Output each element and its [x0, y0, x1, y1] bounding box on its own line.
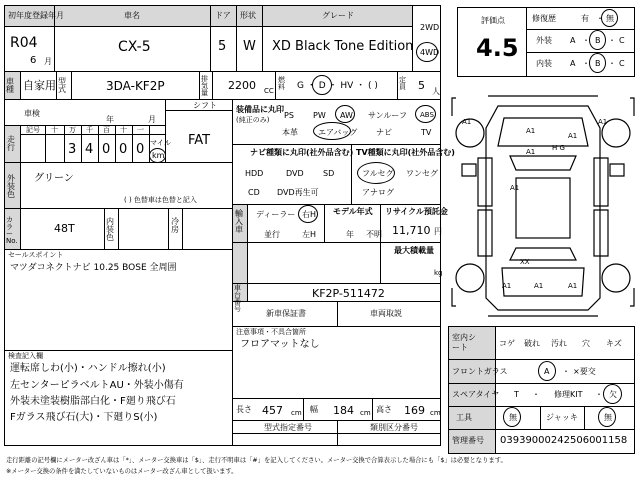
- mark-hg-windshield: H G: [552, 144, 565, 152]
- tv-fullseg-circle: [357, 162, 395, 184]
- exterior-value: グリーン: [34, 173, 74, 184]
- mark-a1-rear-center: A1: [534, 282, 544, 290]
- seat-tear: 破れ: [524, 339, 540, 348]
- digit-3: 0: [102, 142, 111, 157]
- h-recycle: リサイクル預託金: [385, 207, 448, 216]
- h-spare-tire: スペアタイヤ: [452, 390, 500, 399]
- h-mgmt-no: 管理番号: [452, 436, 484, 445]
- inspection-year: 年: [106, 115, 114, 124]
- digit-2: 4: [85, 142, 94, 157]
- mark-xx-rear: XX: [520, 258, 530, 266]
- mark-a1-rear-right: A1: [568, 282, 578, 290]
- inspector-line-4: Fガラス飛び石(大)・下廻りS(小): [10, 412, 158, 423]
- car-type: 自家用: [23, 79, 56, 92]
- mgmt-no-value: 03939000242506001158: [500, 435, 628, 446]
- notes-text: フロアマットなし: [240, 339, 320, 350]
- spare-kit: 修理KIT: [554, 390, 583, 399]
- sale-point-text: マツダコネクトナビ 10.25 BOSE 全周囲: [10, 263, 177, 273]
- spare-missing: 欠: [609, 390, 617, 399]
- equip-airbag-circle: [313, 122, 351, 140]
- h-tools: 工具: [456, 413, 472, 422]
- h-int-grade: 内装: [536, 59, 552, 68]
- reg-month: 6: [30, 55, 37, 66]
- h-score: 評価点: [481, 16, 505, 25]
- spare-dot1: ・: [532, 390, 540, 399]
- model-year-unit: 年: [346, 230, 354, 239]
- h-length: 長さ: [236, 405, 252, 414]
- int-b: B: [595, 59, 601, 68]
- fuel-diesel-circle: [312, 75, 332, 95]
- width-unit: cm: [360, 409, 371, 417]
- glass-a: A: [544, 367, 550, 376]
- int-a: A: [570, 59, 576, 68]
- digit-h-5: 十: [120, 126, 127, 134]
- h-first-reg: 初年度登録年月: [8, 11, 64, 20]
- h-shift: シフト: [193, 101, 217, 110]
- h-tv: TV種類に丸印(社外品含む): [356, 148, 455, 157]
- equip-leather: 本革: [282, 128, 298, 137]
- tools-value: 無: [509, 413, 517, 422]
- h-color-no: カラー No.: [6, 216, 18, 245]
- height-value: 169: [404, 404, 425, 417]
- h-repair: 修復歴: [532, 14, 556, 23]
- repair-no-circle: [601, 9, 618, 27]
- unit-km: km: [152, 151, 165, 160]
- score-value: 4.5: [476, 34, 519, 62]
- equip-tv: TV: [421, 128, 432, 137]
- h-navi: ナビ種類に丸印(社外品含む): [250, 148, 354, 157]
- h-equipment-sub: (純正のみ): [236, 116, 270, 124]
- navi-sd: SD: [323, 169, 335, 178]
- inspector-line-2: 左センターピラベルトAU・外装小傷有: [10, 380, 184, 391]
- h-front-glass: フロントガラス: [452, 367, 508, 376]
- digit-1: 3: [68, 142, 77, 157]
- h-ext-grade: 外装: [536, 36, 552, 45]
- digit-4: 0: [119, 142, 128, 157]
- h-new-warranty: 新車保証書: [266, 309, 306, 318]
- displacement: 2200: [228, 79, 256, 92]
- seat-hole: 穴: [582, 339, 590, 348]
- h-shape: 形状: [240, 11, 256, 20]
- width-value: 184: [333, 404, 354, 417]
- mark-a1-rear-left: A1: [502, 282, 512, 290]
- doors-value: 5: [218, 39, 227, 54]
- ext-b-circle: [589, 30, 606, 50]
- int-b-circle: [589, 53, 606, 73]
- inspection-month: 月: [148, 115, 156, 124]
- jack-value: 無: [604, 413, 612, 422]
- equip-navi: ナビ: [376, 128, 392, 137]
- exterior-note: ( ) 色替車は色替と記入: [124, 196, 197, 204]
- h-grade: グレード: [322, 11, 354, 20]
- digit-h-4: 百: [103, 126, 110, 134]
- glass-replace: ×要交: [573, 367, 596, 376]
- h-max-load: 最大積載量: [394, 246, 434, 255]
- drive-2wd: 2WD: [420, 23, 440, 32]
- h-exterior: 外装色: [7, 174, 15, 199]
- fuel-options: G ・ D ・ HV ・ ( ): [297, 81, 378, 91]
- h-inspector: 検査記入欄: [8, 352, 43, 360]
- katashiki: 3DA-KF2P: [106, 79, 165, 93]
- unit-mile: マイル: [150, 139, 171, 147]
- int-dot2: ・: [608, 59, 616, 68]
- h-mileage: 走行: [7, 135, 15, 152]
- equip-abs-circle: [415, 105, 436, 123]
- h-import: 輸入車: [235, 209, 243, 234]
- tv-analog: アナログ: [362, 188, 394, 197]
- navi-hdd: HDD: [245, 169, 264, 178]
- mark-a1-front-left: A1: [462, 118, 472, 126]
- length-unit: cm: [291, 409, 302, 417]
- equip-abs: ABS: [420, 111, 434, 119]
- mark-a1-left-door: A1: [510, 184, 520, 192]
- drive-4wd: 4WD: [420, 48, 440, 57]
- equip-pw: PW: [313, 111, 326, 120]
- h-width: 幅: [310, 405, 318, 414]
- h-katashiki: 型式: [58, 77, 66, 94]
- h-sale-point: セールスポイント: [8, 251, 64, 259]
- h-chassis: 車台番号: [234, 284, 241, 313]
- digit-h-2: 万: [69, 126, 76, 134]
- import-dealer: ディーラー: [256, 210, 296, 219]
- repair-dot: ・: [596, 14, 604, 23]
- tools-none-circle: [503, 407, 521, 427]
- shift-value: FAT: [188, 133, 211, 148]
- h-interior-seat: 室内シート: [452, 333, 476, 353]
- repair-yes: 有: [581, 14, 589, 23]
- footer-note-1: 走行距離の記号欄にメーター改ざん車は「*」、メーター交換車は「$」、走行不明車は「#」を記入してください。メーター交換で合算表示した場合にも「$」は必要となります。: [6, 457, 507, 464]
- car-damage-diagram: [448, 88, 638, 320]
- seat-scratch: キズ: [606, 339, 622, 348]
- seat-dirt: 汚れ: [551, 339, 567, 348]
- recycle-unit: 円: [434, 227, 442, 236]
- equip-aw-circle: [335, 105, 355, 123]
- h-type-cert: 型式指定番号: [264, 423, 312, 432]
- h-height: 高さ: [376, 405, 392, 414]
- ext-a: A: [570, 36, 576, 45]
- import-parallel: 並行: [264, 230, 280, 239]
- digit-h-1: 十: [51, 126, 58, 134]
- color-no-value: 48T: [54, 222, 75, 235]
- shape-value: W: [243, 39, 256, 54]
- spare-missing-circle: [603, 384, 622, 404]
- h-model-year: モデル年式: [333, 207, 373, 216]
- int-c: C: [619, 59, 625, 68]
- h-inspection: 車検: [24, 109, 40, 118]
- h-doors: ドア: [215, 11, 231, 20]
- repair-no: 無: [606, 14, 614, 23]
- h-class-no: 類別区分番号: [370, 423, 418, 432]
- h-capacity: 定員: [399, 76, 406, 91]
- digit-h-6: 一: [137, 126, 144, 134]
- spare-dot2: ・: [595, 390, 603, 399]
- equip-airbag: エアバッグ: [318, 128, 358, 137]
- h-notes: 注意事項・不具合箇所: [236, 328, 306, 336]
- import-right: 右H: [302, 210, 317, 219]
- reg-year: R04: [10, 35, 38, 51]
- glass-a-circle: [538, 361, 556, 381]
- h-car-type: 車種: [6, 77, 14, 94]
- reg-month-unit: 月: [44, 57, 52, 66]
- h-fuel: 燃料: [278, 76, 285, 91]
- navi-dvd-play: DVD再生可: [277, 188, 319, 197]
- footer-note-2: ※メーター交換の条件を満たしていないものはメーター改ざん車として扱います。: [6, 468, 238, 475]
- inspector-line-1: 運転席しわ(小)・ハンドル擦れ(小): [10, 363, 166, 374]
- ext-dot1: ・: [582, 36, 590, 45]
- navi-cd: CD: [248, 188, 260, 197]
- digit-h-0: 記号: [26, 126, 40, 134]
- load-unit: kg: [434, 269, 443, 277]
- model-year-unknown: 不明: [366, 230, 382, 239]
- tv-oneseg: ワンセグ: [406, 169, 438, 178]
- import-right-circle: [298, 205, 318, 223]
- mark-a1-hood-left: A1: [526, 127, 536, 135]
- recycle-value: 11,710: [392, 224, 431, 237]
- ext-b: B: [595, 36, 601, 45]
- length-value: 457: [262, 404, 283, 417]
- equip-aw: AW: [340, 111, 353, 120]
- ext-dot2: ・: [608, 36, 616, 45]
- digit-h-3: 千: [86, 126, 93, 134]
- glass-dot: ・: [562, 367, 570, 376]
- capacity: 5: [418, 79, 425, 92]
- equip-ps: PS: [284, 111, 294, 120]
- h-manual: 車両取説: [370, 309, 402, 318]
- import-left: 左H: [302, 230, 317, 239]
- h-jack: ジャッキ: [546, 413, 578, 422]
- equip-sunroof: サンルーフ: [368, 111, 407, 120]
- h-aircon: 冷房: [171, 217, 179, 234]
- seat-burn: コゲ: [499, 339, 515, 348]
- mark-a1-right-door: A1: [568, 132, 578, 140]
- chassis-value: KF2P-511472: [312, 287, 385, 300]
- h-interior: 内装色: [106, 217, 114, 242]
- mark-a1-front-right: A1: [598, 118, 608, 126]
- cc-unit: CC: [264, 87, 274, 95]
- height-unit: cm: [430, 409, 441, 417]
- drive-4wd-circle: [416, 42, 438, 62]
- unit-km-circle: [149, 148, 166, 163]
- h-equipment: 装備品に丸印: [236, 105, 284, 114]
- tv-fullseg: フルセグ: [362, 169, 394, 178]
- navi-dvd: DVD: [286, 169, 304, 178]
- digit-5: 0: [136, 142, 145, 157]
- int-dot1: ・: [582, 59, 590, 68]
- jack-none-circle: [598, 407, 616, 427]
- spare-t: T: [514, 390, 519, 399]
- capacity-unit: 人: [432, 87, 440, 96]
- mark-a1-roof: A1: [526, 148, 536, 156]
- h-model: 車名: [124, 11, 140, 20]
- inspector-line-3: 外装未塗装樹脂部白化・F廻り飛び石: [10, 396, 176, 407]
- h-displacement: 排気量: [201, 75, 208, 97]
- model-name: CX-5: [118, 39, 151, 55]
- ext-c: C: [619, 36, 625, 45]
- grade-value: XD Black Tone Edition: [272, 39, 414, 54]
